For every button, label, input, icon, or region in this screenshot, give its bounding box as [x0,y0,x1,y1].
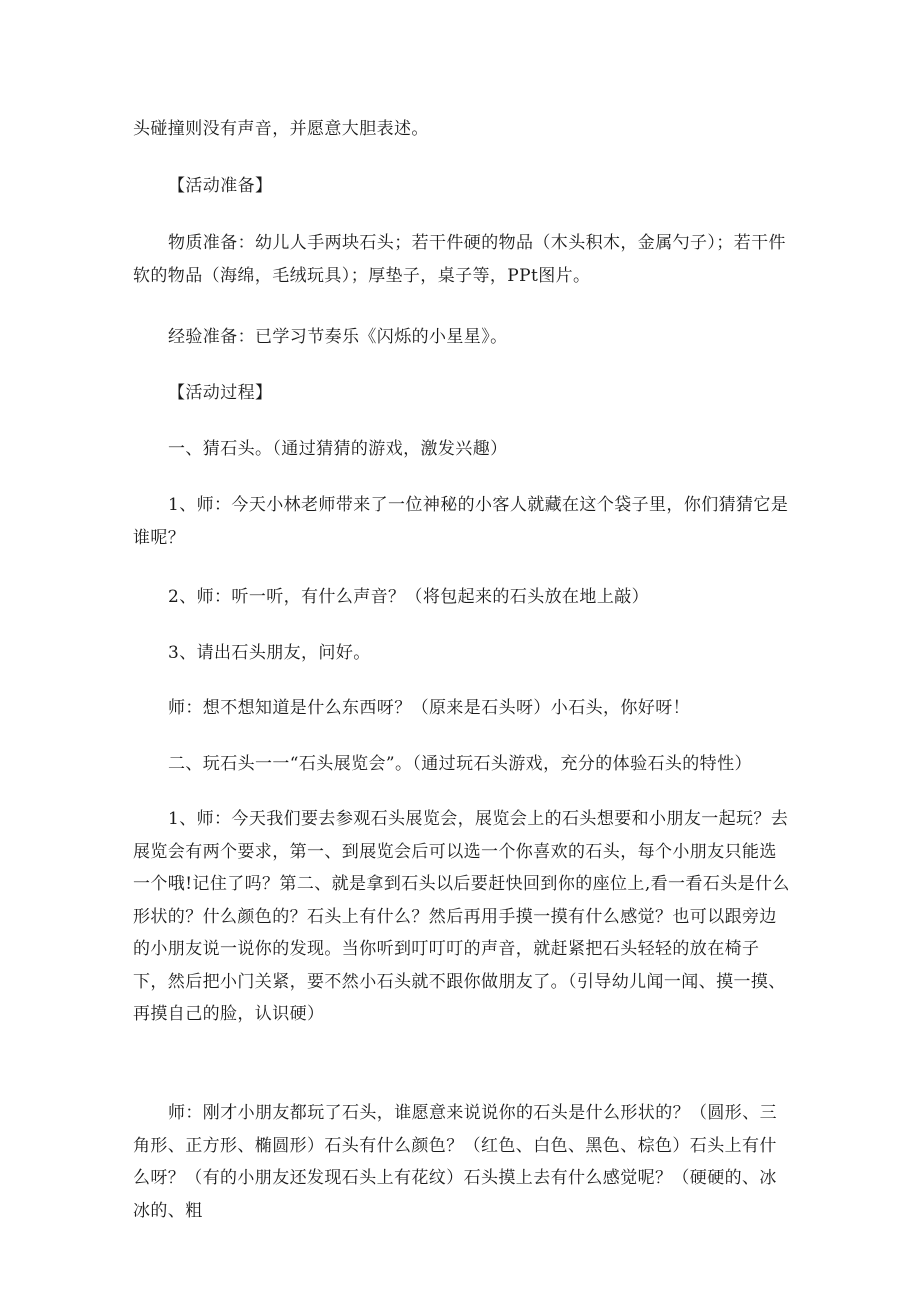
section-heading-process: 【活动过程】 [168,383,273,403]
paragraph-step-one-item-3: 3、请出石头朋友，问好。 [168,643,371,663]
paragraph-continuation: 头碰撞则没有声音，并愿意大胆表述。 [133,119,429,139]
paragraph-teacher-greeting: 师：想不想知道是什么东西呀？（原来是石头呀）小石头，你好呀！ [168,698,690,718]
paragraph-step-one-item-1: 1、师：今天小林老师带来了一位神秘的小客人就藏在这个袋子里，你们猜猜它是谁呢？ [133,495,789,548]
section-heading-preparation: 【活动准备】 [168,176,273,196]
paragraph-step-two-title: 二、玩石头一一“石头展览会”。（通过玩石头游戏，充分的体验石头的特性） [168,754,752,774]
paragraph-teacher-questions: 师：刚才小朋友都玩了石头，谁愿意来说说你的石头是什么形状的？（圆形、三角形、正方形、椭圆形）石头有什么颜色？（红色、白色、黑色、棕色）石头上有什么呀？（有的小朋友还发现石头上有花纹）石头摸上去有什么感觉呢？（硬硬的、冰冰的、粗 [133,1103,777,1221]
paragraph-step-one-title: 一、猜石头。（通过猜猜的游戏，激发兴趣） [168,439,508,459]
paragraph-step-two-item-1: 1、师：今天我们要去参观石头展览会，展览会上的石头想要和小朋友一起玩？去展览会有两个要求，第一、到展览会后可以选一个你喜欢的石头，每个小朋友只能选一个哦!记住了吗？第二、就是拿到石头以后要赶快回到你的座位上,看一看石头是什么形状的？什么颜色的？石头上有什么？然后再用手摸一摸有什么感觉？也可以跟旁边的小朋友说一说你的发现。当你听到叮叮叮的声音，就赶紧把石头轻轻的放在椅子下，然后把小门关紧，要不然小石头就不跟你做朋友了。（引导幼儿闻一闻、摸一摸、再摸自己的脸，认识硬） [133,809,790,1024]
paragraph-step-one-item-2: 2、师：听一听，有什么声音？（将包起来的石头放在地上敲） [168,587,650,607]
paragraph-experience-preparation: 经验准备：已学习节奏乐《闪烁的小星星》。 [168,327,508,347]
paragraph-material-preparation: 物质准备：幼儿人手两块石头；若干件硬的物品（木头积木，金属勺子）；若干件软的物品（海绵，毛绒玩具）；厚垫子，桌子等，PPt图片。 [133,233,786,286]
